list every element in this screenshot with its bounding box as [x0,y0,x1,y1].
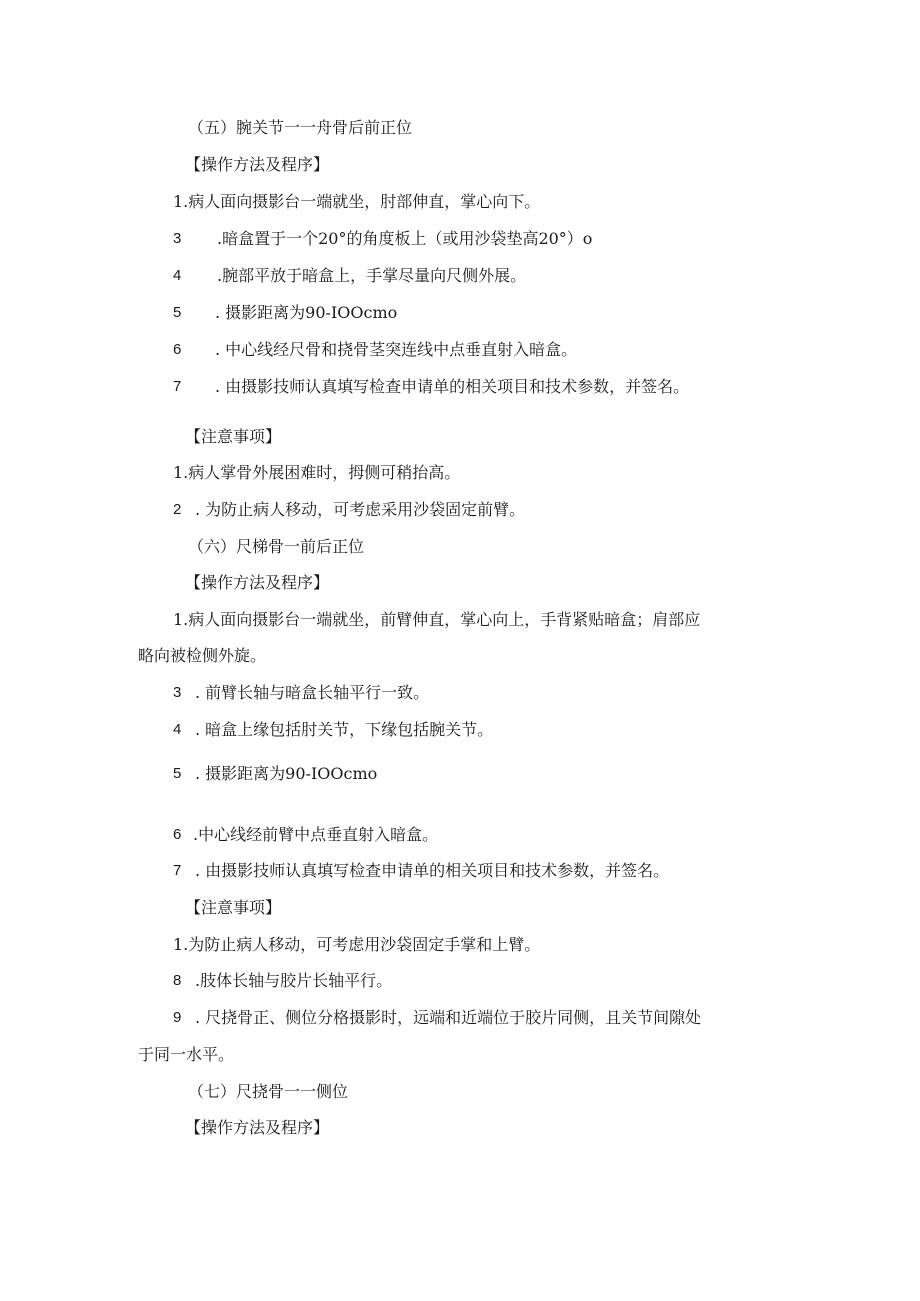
list-item-number: 7 [173,862,182,879]
procedure-title: 【操作方法及程序】 [185,573,330,592]
list-item-continuation: 于同一水平。 [138,1045,235,1064]
list-item: . 由摄影技师认真填写检查申请单的相关项目和技术参数，并签名。 [195,861,670,880]
list-item-number: 5 [173,765,182,782]
list-item: .中心线经前臂中点垂直射入暗盒。 [193,825,439,844]
list-item-number: 6 [173,341,182,358]
list-item: 1.病人面向摄影台一端就坐，肘部伸直，掌心向下。 [173,192,541,211]
list-item: . 暗盒上缘包括肘关节，下缘包括腕关节。 [195,720,494,739]
list-item: .腕部平放于暗盒上，手掌尽量向尺侧外展。 [217,266,527,285]
list-item: . 由摄影技师认真填写检查申请单的相关项目和技术参数，并签名。 [215,377,690,396]
list-item-number: 8 [173,972,182,989]
section-heading: （五）腕关节一一舟骨后前正位 [188,118,413,137]
list-item: . 中心线经尺骨和挠骨茎突连线中点垂直射入暗盒。 [215,340,578,359]
list-item: . 摄影距离为90-IOOcmo [215,303,398,322]
list-item-number: 6 [173,826,182,843]
list-item-number: 7 [173,378,182,395]
list-item: 1.病人掌骨外展困难时，拇侧可稍抬高。 [173,463,461,482]
section-heading: （七）尺挠骨一一侧位 [188,1082,349,1101]
section-heading: （六）尺梯骨一前后正位 [188,537,365,556]
list-item-number: 2 [173,501,182,518]
list-item-number: 3 [173,684,182,701]
list-item-number: 3 [173,230,182,247]
list-item: 1.为防止病人移动，可考虑用沙袋固定手掌和上臂。 [173,935,541,954]
list-item: . 尺挠骨正、侧位分格摄影时，远端和近端位于胶片同侧，且关节间隙处 [195,1008,702,1027]
list-item: . 为防止病人移动，可考虑采用沙袋固定前臂。 [195,500,526,519]
list-item: .肢体长轴与胶片长轴平行。 [195,971,393,990]
list-item-number: 4 [173,721,182,738]
list-item: .暗盒置于一个20°的角度板上（或用沙袋垫高20°）o [217,229,593,248]
list-item: . 前臂长轴与暗盒长轴平行一致。 [195,683,430,702]
list-item-number: 9 [173,1009,182,1026]
notes-title: 【注意事项】 [185,427,282,446]
list-item-continuation: 略向被检侧外旋。 [138,646,267,665]
list-item-number: 5 [173,304,182,321]
list-item-number: 4 [173,267,182,284]
list-item: . 摄影距离为90-IOOcmo [195,764,378,783]
procedure-title: 【操作方法及程序】 [185,1118,330,1137]
procedure-title: 【操作方法及程序】 [185,155,330,174]
list-item: 1.病人面向摄影台一端就坐，前臂伸直，掌心向上，手背紧贴暗盒；肩部应 [173,610,701,629]
notes-title: 【注意事项】 [185,898,282,917]
